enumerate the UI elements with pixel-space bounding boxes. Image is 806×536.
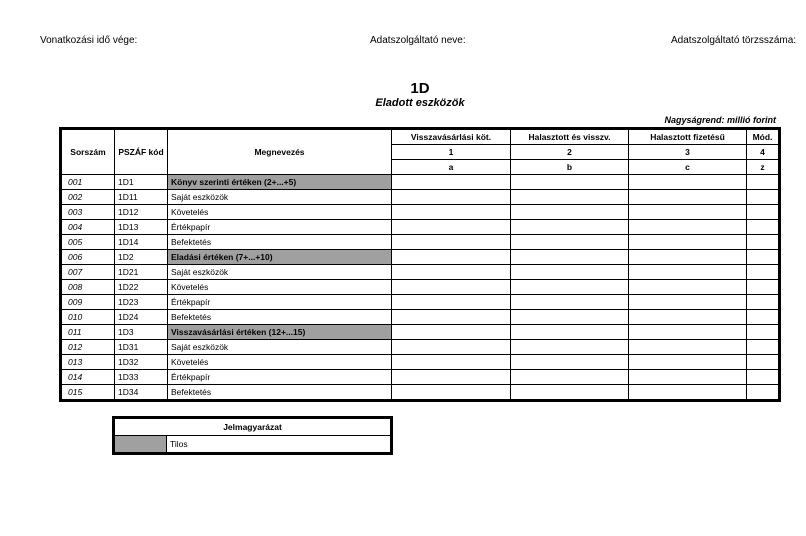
cell-a[interactable]	[392, 370, 511, 385]
row-name: Követelés	[168, 280, 392, 295]
cell-b[interactable]	[511, 205, 629, 220]
row-name: Eladási értéken (7+...+10)	[168, 250, 392, 265]
col-header-z: Mód.	[747, 130, 779, 145]
table-row	[62, 235, 779, 250]
row-number: 011	[62, 325, 115, 340]
cell-z[interactable]	[747, 385, 779, 400]
cell-z[interactable]	[747, 220, 779, 235]
row-name: Befektetés	[168, 385, 392, 400]
row-code: 1D11	[115, 190, 168, 205]
cell-b[interactable]	[511, 190, 629, 205]
legend-table	[114, 418, 391, 453]
row-number: 006	[62, 250, 115, 265]
col-letter-z: z	[747, 160, 779, 175]
col-letter-a: a	[392, 160, 511, 175]
row-number: 004	[62, 220, 115, 235]
row-name: Befektetés	[168, 235, 392, 250]
row-name: Értékpapír	[168, 220, 392, 235]
cell-z[interactable]	[747, 325, 779, 340]
cell-z[interactable]	[747, 355, 779, 370]
col-letter-b: b	[511, 160, 629, 175]
cell-c[interactable]	[629, 280, 747, 295]
report-title: Eladott eszközök	[375, 97, 465, 109]
cell-a[interactable]	[392, 190, 511, 205]
legend-title: Jelmagyarázat	[115, 419, 391, 436]
unit-label: Nagyságrend: millió forint	[664, 115, 776, 125]
provider-name-label: Adatszolgáltató neve:	[370, 35, 466, 46]
cell-z[interactable]	[747, 175, 779, 190]
cell-a[interactable]	[392, 220, 511, 235]
period-end-label: Vonatkozási idő vége:	[40, 35, 138, 46]
legend-label: Tilos	[167, 436, 391, 453]
row-number: 001	[62, 175, 115, 190]
row-code: 1D14	[115, 235, 168, 250]
cell-b[interactable]	[511, 340, 629, 355]
row-code: 1D33	[115, 370, 168, 385]
cell-b[interactable]	[511, 355, 629, 370]
cell-b[interactable]	[511, 325, 629, 340]
table-row	[62, 325, 779, 340]
table-row	[62, 340, 779, 355]
cell-c[interactable]	[629, 250, 747, 265]
cell-c[interactable]	[629, 205, 747, 220]
row-name: Befektetés	[168, 310, 392, 325]
row-code: 1D21	[115, 265, 168, 280]
cell-a[interactable]	[392, 325, 511, 340]
cell-b[interactable]	[511, 370, 629, 385]
assets-table	[61, 129, 779, 400]
row-name: Értékpapír	[168, 295, 392, 310]
table-row	[62, 355, 779, 370]
col-num-1: 1	[392, 145, 511, 160]
table-row	[62, 385, 779, 400]
row-number: 005	[62, 235, 115, 250]
row-number: 007	[62, 265, 115, 280]
row-number: 014	[62, 370, 115, 385]
row-name: Követelés	[168, 355, 392, 370]
report-code: 1D	[410, 80, 430, 97]
cell-b[interactable]	[511, 220, 629, 235]
cell-b[interactable]	[511, 295, 629, 310]
cell-a[interactable]	[392, 250, 511, 265]
col-header-a: Visszavásárlási köt.	[392, 130, 511, 145]
row-number: 003	[62, 205, 115, 220]
row-number: 002	[62, 190, 115, 205]
table-row	[62, 205, 779, 220]
row-code: 1D12	[115, 205, 168, 220]
row-code: 1D32	[115, 355, 168, 370]
row-number: 013	[62, 355, 115, 370]
cell-a[interactable]	[392, 175, 511, 190]
cell-z[interactable]	[747, 205, 779, 220]
cell-c[interactable]	[629, 340, 747, 355]
row-code: 1D23	[115, 295, 168, 310]
cell-c[interactable]	[629, 235, 747, 250]
cell-c[interactable]	[629, 385, 747, 400]
cell-z[interactable]	[747, 235, 779, 250]
cell-a[interactable]	[392, 310, 511, 325]
row-number: 015	[62, 385, 115, 400]
cell-c[interactable]	[629, 370, 747, 385]
table-row	[62, 310, 779, 325]
row-code: 1D2	[115, 250, 168, 265]
row-code: 1D31	[115, 340, 168, 355]
cell-a[interactable]	[392, 265, 511, 280]
cell-z[interactable]	[747, 340, 779, 355]
cell-z[interactable]	[747, 370, 779, 385]
row-name: Saját eszközök	[168, 190, 392, 205]
col-header-b: Halasztott és visszv.	[511, 130, 629, 145]
cell-b[interactable]	[511, 280, 629, 295]
cell-c[interactable]	[629, 325, 747, 340]
cell-c[interactable]	[629, 310, 747, 325]
col-num-3: 3	[629, 145, 747, 160]
cell-c[interactable]	[629, 190, 747, 205]
cell-a[interactable]	[392, 235, 511, 250]
col-num-4: 4	[747, 145, 779, 160]
row-code: 1D1	[115, 175, 168, 190]
row-code: 1D13	[115, 220, 168, 235]
cell-z[interactable]	[747, 190, 779, 205]
table-row	[62, 280, 779, 295]
cell-z[interactable]	[747, 280, 779, 295]
cell-c[interactable]	[629, 220, 747, 235]
row-name: Saját eszközök	[168, 340, 392, 355]
cell-b[interactable]	[511, 175, 629, 190]
cell-z[interactable]	[747, 250, 779, 265]
row-number: 008	[62, 280, 115, 295]
row-name: Követelés	[168, 205, 392, 220]
cell-z[interactable]	[747, 265, 779, 280]
provider-id-label: Adatszolgáltató törzsszáma:	[671, 35, 797, 46]
table-row	[62, 190, 779, 205]
cell-b[interactable]	[511, 250, 629, 265]
row-name: Értékpapír	[168, 370, 392, 385]
cell-b[interactable]	[511, 235, 629, 250]
row-code: 1D34	[115, 385, 168, 400]
cell-c[interactable]	[629, 265, 747, 280]
table-row	[62, 220, 779, 235]
cell-c[interactable]	[629, 175, 747, 190]
row-code: 1D24	[115, 310, 168, 325]
cell-c[interactable]	[629, 295, 747, 310]
col-header-sorszam: Sorszám	[62, 130, 115, 175]
cell-a[interactable]	[392, 385, 511, 400]
col-letter-c: c	[629, 160, 747, 175]
cell-a[interactable]	[392, 340, 511, 355]
row-code: 1D3	[115, 325, 168, 340]
row-number: 012	[62, 340, 115, 355]
cell-b[interactable]	[511, 310, 629, 325]
legend-swatch	[115, 436, 167, 453]
cell-a[interactable]	[392, 280, 511, 295]
col-header-pszaf: PSZÁF kód	[115, 130, 168, 175]
table-row	[62, 250, 779, 265]
row-number: 009	[62, 295, 115, 310]
cell-a[interactable]	[392, 205, 511, 220]
row-number: 010	[62, 310, 115, 325]
table-row	[62, 265, 779, 280]
cell-a[interactable]	[392, 355, 511, 370]
cell-b[interactable]	[511, 265, 629, 280]
table-row	[62, 295, 779, 310]
cell-c[interactable]	[629, 355, 747, 370]
col-num-2: 2	[511, 145, 629, 160]
table-row	[62, 370, 779, 385]
cell-z[interactable]	[747, 295, 779, 310]
row-code: 1D22	[115, 280, 168, 295]
cell-z[interactable]	[747, 310, 779, 325]
row-name: Saját eszközök	[168, 265, 392, 280]
row-name: Könyv szerinti értéken (2+...+5)	[168, 175, 392, 190]
table-row	[62, 175, 779, 190]
col-header-megnevezes: Megnevezés	[168, 130, 392, 175]
cell-b[interactable]	[511, 385, 629, 400]
col-header-c: Halasztott fizetésű	[629, 130, 747, 145]
row-name: Visszavásárlási értéken (12+...15)	[168, 325, 392, 340]
cell-a[interactable]	[392, 295, 511, 310]
